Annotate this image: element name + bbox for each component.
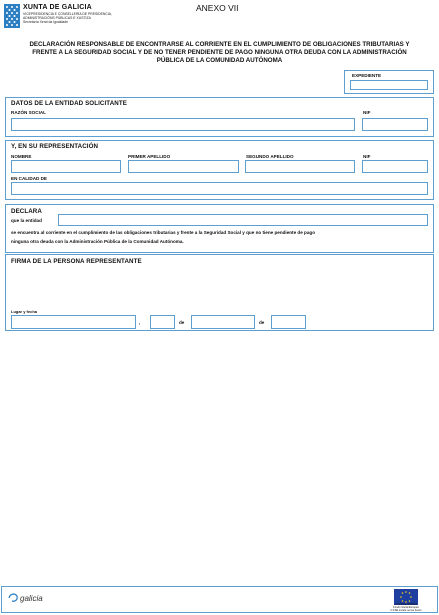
org-line-2: ADMINISTRACIÓNS PÚBLICAS E XUSTIZA bbox=[23, 16, 91, 20]
anio-field[interactable] bbox=[271, 315, 306, 329]
org-line-3: Secretaría Xeral da Igualdade bbox=[23, 20, 69, 24]
primer-apellido-field[interactable] bbox=[128, 160, 239, 173]
entidad-title: DATOS DE LA ENTIDAD SOLICITANTE bbox=[11, 100, 127, 107]
segundo-apellido-field[interactable] bbox=[245, 160, 355, 173]
representacion-title: Y, EN SU REPRESENTACIÓN bbox=[11, 143, 99, 150]
declara-text-line-2: ninguna otra deuda con la Administración Pública de la Comunidad Autónoma. bbox=[11, 239, 184, 244]
org-line-1: VICEPRESIDENCIA E CONSELLERÍA DE PRESIDENCIA, bbox=[23, 12, 112, 16]
nombre-field[interactable] bbox=[11, 160, 121, 173]
razon-social-field[interactable] bbox=[11, 118, 355, 131]
nombre-label: NOMBRE bbox=[11, 154, 32, 159]
lugar-field[interactable] bbox=[11, 315, 136, 329]
eu-line-3: O FSE inviste no teu futuro bbox=[390, 609, 422, 612]
declara-text-line-1: se encuentra al corriente en el cumplimiento de las obligaciones tributarias y frente a la Seguridad Social y que no tiene pendiente de pago bbox=[11, 230, 316, 235]
entidad-nif-label: NIF bbox=[363, 110, 371, 115]
expediente-field[interactable] bbox=[350, 80, 428, 90]
calidad-field[interactable] bbox=[11, 182, 428, 195]
mes-field[interactable] bbox=[191, 315, 255, 329]
razon-social-label: RAZÓN SOCIAL bbox=[11, 110, 46, 115]
eu-line-1: UNIÓN EUROPEA bbox=[395, 603, 417, 606]
xunta-logo bbox=[4, 4, 20, 28]
declara-title: DECLARA bbox=[11, 208, 42, 215]
title-line-2: FRENTE A LA SEGURIDAD SOCIAL Y DE NO TENER PENDIENTE DE PAGO NINGUNA OTRA DEUDA CON LA ADMINISTRACIÓN bbox=[32, 49, 407, 56]
footer-box bbox=[1, 586, 438, 613]
lugar-comma: , bbox=[139, 320, 141, 325]
title-line-3: PÚBLICA DE LA COMUNIDAD AUTÓNOMA bbox=[156, 57, 283, 64]
representante-nif-field[interactable] bbox=[362, 160, 428, 173]
lugar-fecha-label: Lugar y fecha bbox=[11, 309, 38, 314]
xunta-shield-icon bbox=[4, 4, 20, 28]
entidad-declarante-field[interactable] bbox=[58, 214, 428, 226]
galicia-brand: galicia bbox=[20, 593, 43, 603]
de-label-2: de bbox=[259, 320, 265, 325]
de-label-1: de bbox=[179, 320, 185, 325]
org-name: XUNTA DE GALICIA bbox=[23, 4, 92, 11]
galicia-swirl-icon bbox=[7, 592, 19, 604]
segundo-apellido-label: SEGUNDO APELLIDO bbox=[246, 154, 294, 159]
annex-label: ANEXO VII bbox=[196, 3, 239, 13]
entidad-nif-field[interactable] bbox=[362, 118, 428, 131]
entidad-declarante-label: que la entidad bbox=[11, 218, 42, 223]
firma-title: FIRMA DE LA PERSONA REPRESENTANTE bbox=[11, 258, 142, 265]
primer-apellido-label: PRIMER APELLIDO bbox=[128, 154, 171, 159]
dia-field[interactable] bbox=[150, 315, 175, 329]
representante-nif-label: NIF bbox=[363, 154, 371, 159]
galicia-logo bbox=[7, 592, 43, 604]
expediente-label: EXPEDIENTE bbox=[352, 73, 382, 78]
calidad-label: EN CALIDAD DE bbox=[11, 176, 47, 181]
eu-line-2: Fondo Social Europeo bbox=[393, 606, 419, 609]
title-line-1: DECLARACIÓN RESPONSABLE DE ENCONTRARSE AL CORRIENTE EN EL CUMPLIMIENTO DE OBLIGACIONES TRIBUTARIAS Y bbox=[29, 41, 410, 48]
